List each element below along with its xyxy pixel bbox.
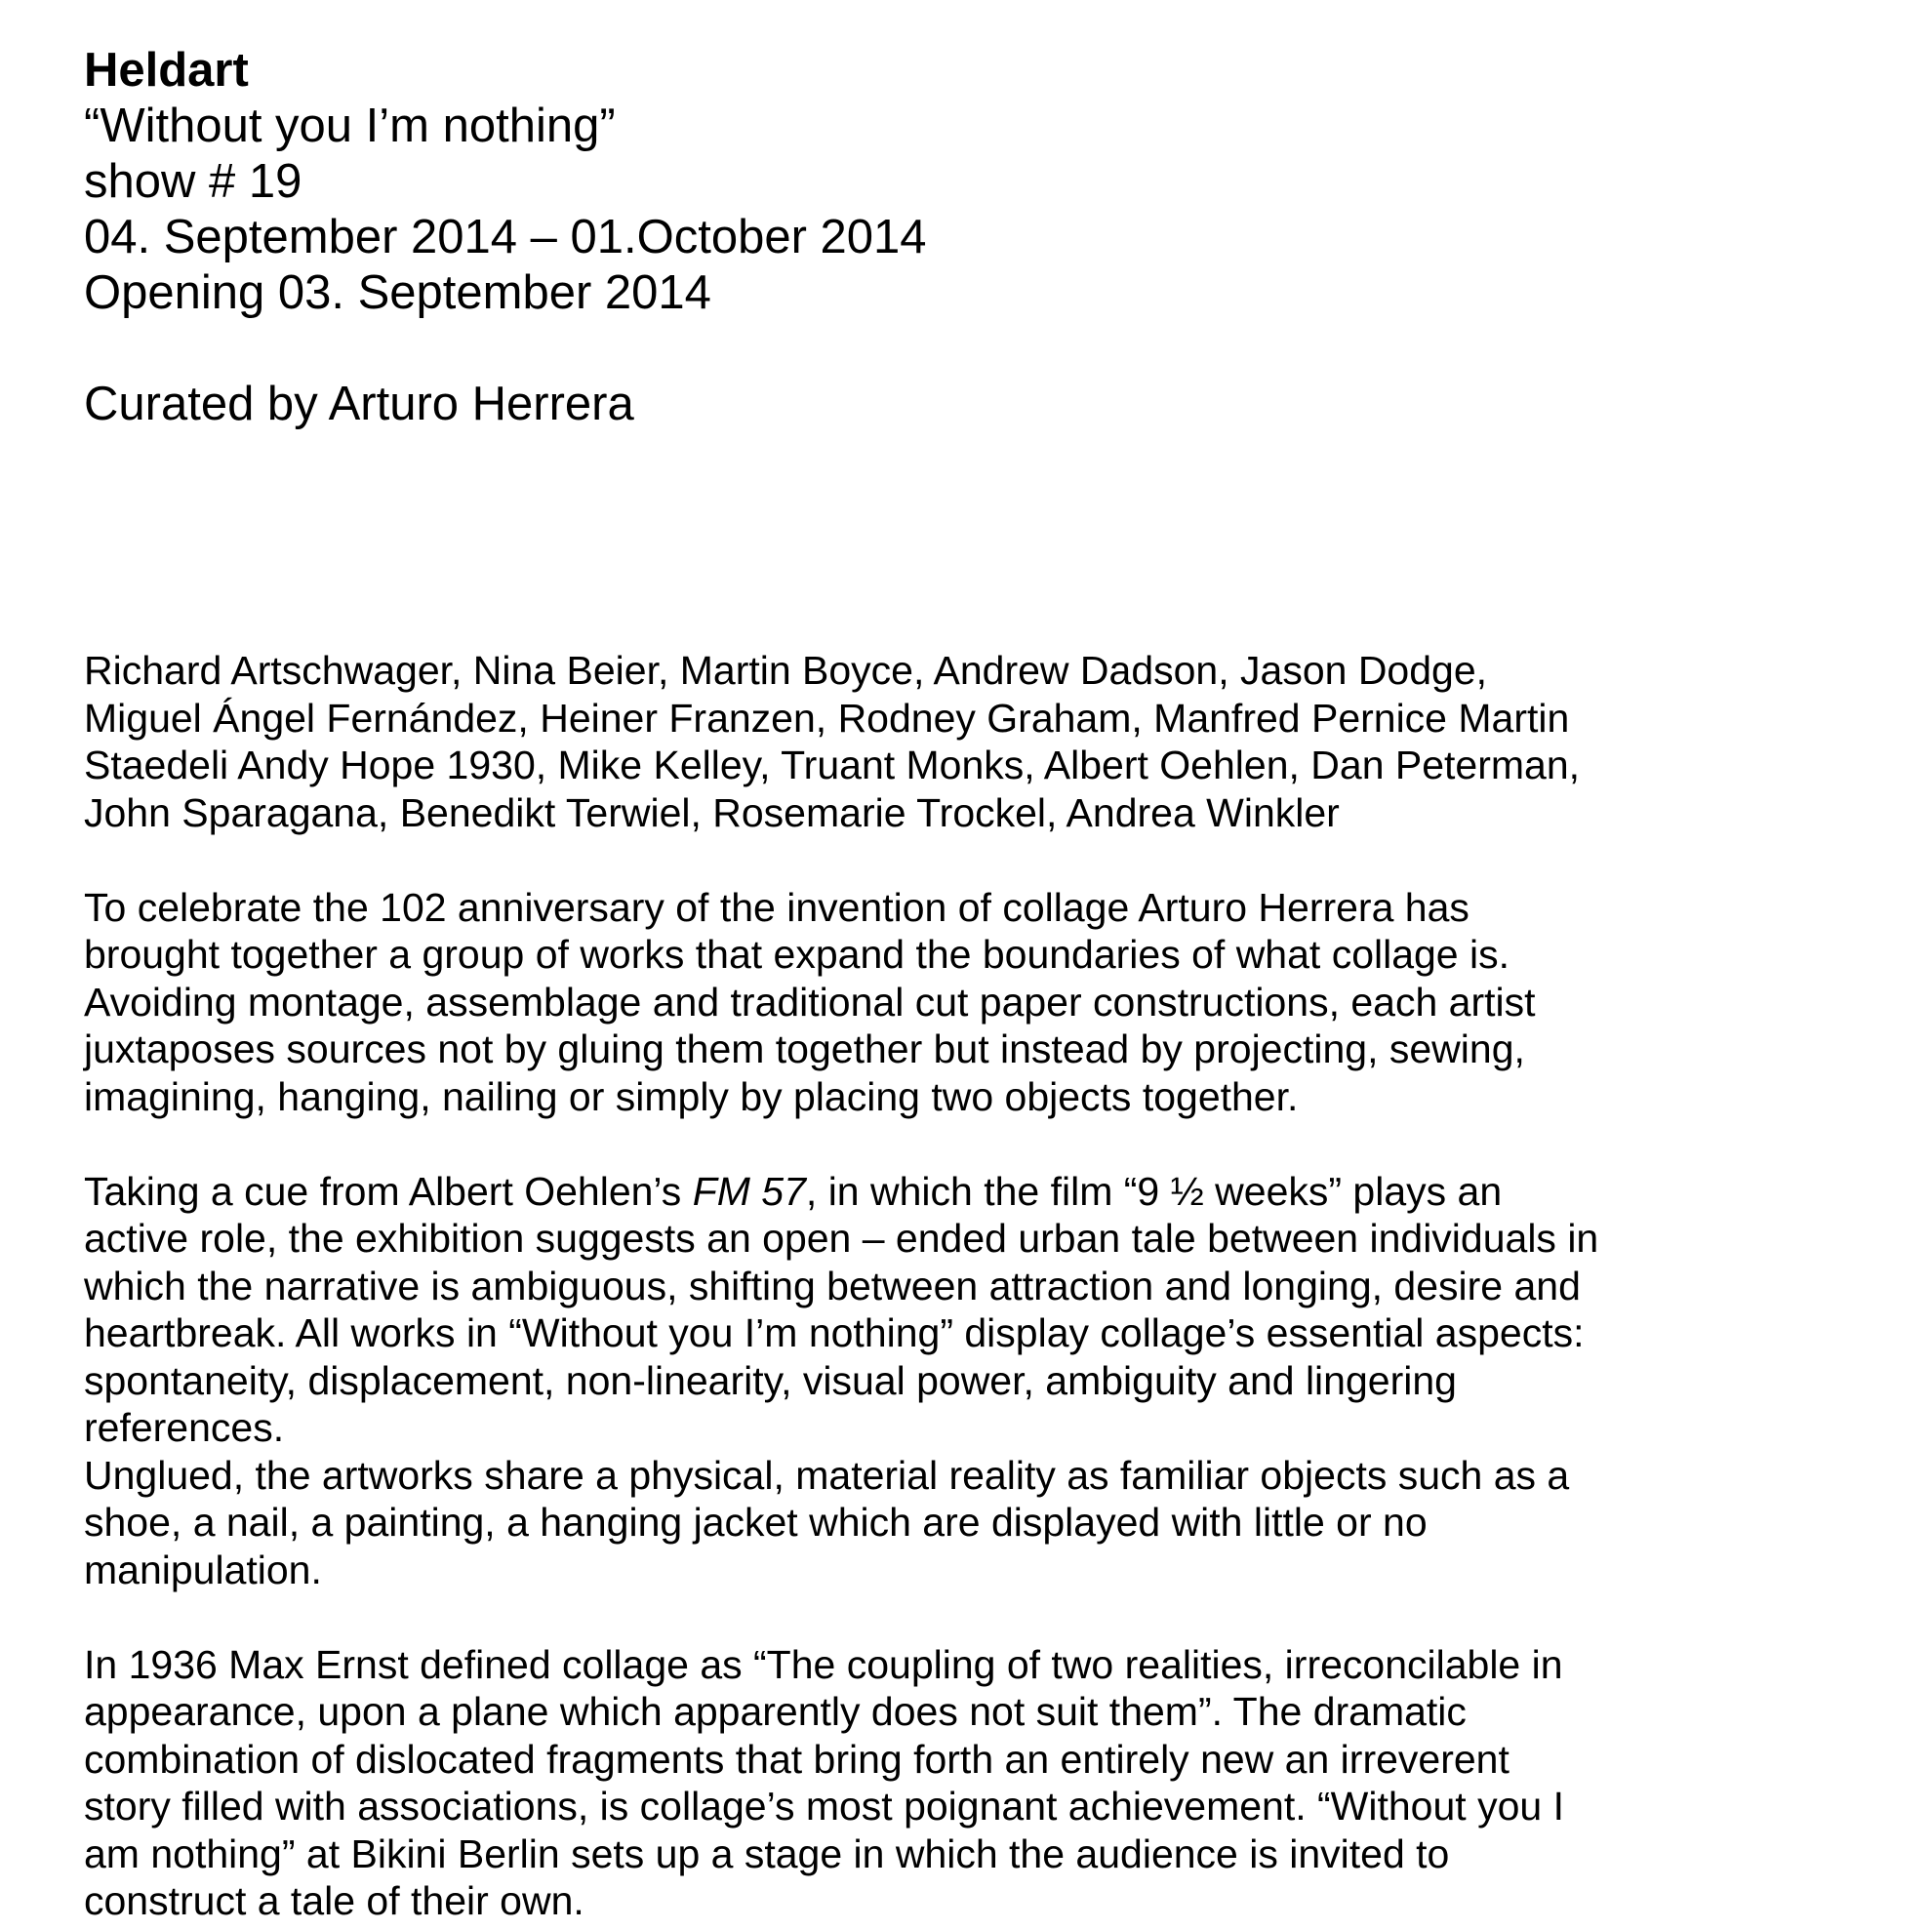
paragraph-line: combination of dislocated fragments that bring forth an entirely new an irreverent bbox=[84, 1736, 1509, 1782]
paragraph-line: brought together a group of works that expand the boundaries of what collage is. bbox=[84, 932, 1510, 977]
document-header bbox=[84, 43, 1899, 432]
paragraph-line: manipulation. bbox=[84, 1547, 322, 1592]
paragraph-line: spontaneity, displacement, non-linearity, visual power, ambiguity and lingering bbox=[84, 1357, 1457, 1403]
opening-date: Opening 03. September 2014 bbox=[84, 266, 711, 319]
exhibition-title: “Without you I’m nothing” bbox=[84, 100, 616, 152]
paragraph-line: heartbreak. All works in “Without you I’m nothing” display collage’s essential aspects: bbox=[84, 1310, 1585, 1355]
artist-list bbox=[84, 647, 1899, 836]
paragraph-line: construct a tale of their own. bbox=[84, 1878, 584, 1923]
artist-list-line: John Sparagana, Benedikt Terwiel, Rosemarie Trockel, Andrea Winkler bbox=[84, 789, 1340, 835]
show-number: show # 19 bbox=[84, 155, 302, 208]
artwork-title: FM 57 bbox=[692, 1168, 806, 1214]
paragraph-oehlen bbox=[84, 1168, 1899, 1452]
paragraph-intro bbox=[84, 884, 1899, 1121]
paragraph-line: shoe, a nail, a painting, a hanging jacket which are displayed with little or no bbox=[84, 1500, 1428, 1545]
paragraph-line: juxtaposes sources not by gluing them together but instead by projecting, sewing, bbox=[84, 1026, 1525, 1071]
paragraph-unglued bbox=[84, 1452, 1899, 1594]
paragraph-line: which the narrative is ambiguous, shifting between attraction and longing, desire and bbox=[84, 1263, 1581, 1308]
press-release-document bbox=[84, 43, 1899, 1925]
paragraph-line: am nothing” at Bikini Berlin sets up a stage in which the audience is invited to bbox=[84, 1830, 1450, 1876]
paragraph-ernst bbox=[84, 1641, 1899, 1925]
curator-credit: Curated by Arturo Herrera bbox=[84, 378, 634, 430]
paragraph-text: , in which the film “9 ½ weeks” plays an bbox=[805, 1168, 1503, 1214]
paragraph-line: In 1936 Max Ernst defined collage as “The coupling of two realities, irreconcilable in bbox=[84, 1641, 1563, 1687]
paragraph-line bbox=[84, 1168, 1899, 1216]
paragraph-line: Unglued, the artworks share a physical, material reality as familiar objects such as a bbox=[84, 1452, 1570, 1498]
artist-list-line: Miguel Ángel Fernández, Heiner Franzen, Rodney Graham, Manfred Pernice Martin bbox=[84, 695, 1570, 741]
gallery-name: Heldart bbox=[84, 44, 249, 97]
paragraph-line: Avoiding montage, assemblage and traditional cut paper constructions, each artist bbox=[84, 979, 1536, 1025]
paragraph-line: references. bbox=[84, 1405, 285, 1450]
artist-list-line: Richard Artschwager, Nina Beier, Martin Boyce, Andrew Dadson, Jason Dodge, bbox=[84, 648, 1488, 693]
paragraph-line: appearance, upon a plane which apparently does not suit them”. The dramatic bbox=[84, 1689, 1467, 1734]
paragraph-line: active role, the exhibition suggests an open – ended urban tale between individuals in bbox=[84, 1216, 1599, 1261]
artist-list-line: Staedeli Andy Hope 1930, Mike Kelley, Truant Monks, Albert Oehlen, Dan Peterman, bbox=[84, 743, 1581, 787]
paragraph-text: Taking a cue from Albert Oehlen’s bbox=[84, 1168, 693, 1214]
paragraph-line: story filled with associations, is collage’s most poignant achievement. “Without you I bbox=[84, 1784, 1564, 1829]
exhibition-dates: 04. September 2014 – 01.October 2014 bbox=[84, 211, 927, 263]
paragraph-line: imagining, hanging, nailing or simply by placing two objects together. bbox=[84, 1073, 1299, 1119]
paragraph-line: To celebrate the 102 anniversary of the invention of collage Arturo Herrera has bbox=[84, 884, 1469, 930]
